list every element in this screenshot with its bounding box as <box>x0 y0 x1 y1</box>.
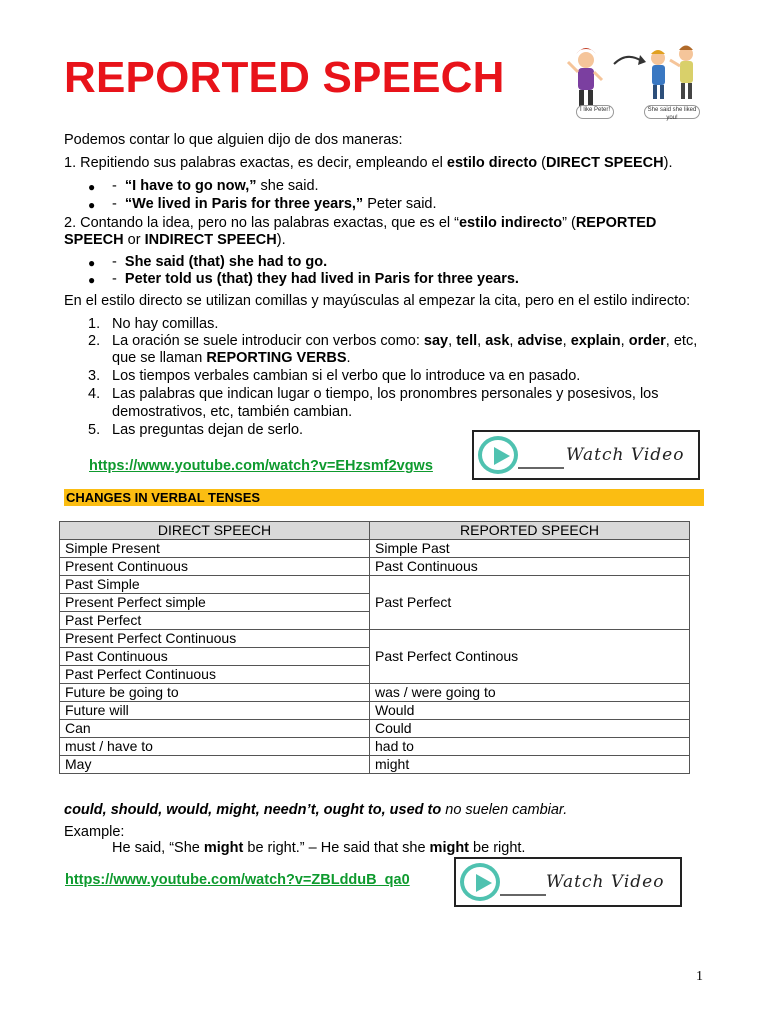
speech-bubble-right: She said she liked you! <box>644 105 700 119</box>
table-row: Simple Present Simple Past <box>60 540 690 558</box>
list-number: 2. <box>88 333 101 349</box>
table-row: Past Simple Past Perfect <box>60 576 690 594</box>
table-row: May might <box>60 756 690 774</box>
difference-4-line2: demostrativos, etc, también cambian. <box>112 404 353 420</box>
watch-video-label: Watch Video <box>566 445 685 465</box>
reported-speech-illustration <box>562 38 702 124</box>
youtube-link-2[interactable]: https://www.youtube.com/watch?v=ZBLdduB_qa0 <box>65 872 410 888</box>
difference-3: Los tiempos verbales cambian si el verbo que lo introduce va en pasado. <box>112 368 581 384</box>
table-row: Present Perfect simple <box>60 594 690 612</box>
table-row: must / have to had to <box>60 738 690 756</box>
table-row: Future will Would <box>60 702 690 720</box>
verb-tense-table <box>59 521 690 774</box>
table-row: Past Continuous <box>60 648 690 666</box>
table-row: Present Perfect Continuous Past Perfect Continous <box>60 630 690 648</box>
section-heading: CHANGES IN VERBAL TENSES <box>64 489 704 506</box>
list-number: 5. <box>88 422 101 438</box>
direct-example-2: - “We lived in Paris for three years,” Peter said. <box>112 196 437 212</box>
way-two-text-line2: SPEECH or INDIRECT SPEECH). <box>64 232 286 248</box>
youtube-link-1[interactable]: https://www.youtube.com/watch?v=EHzsmf2vgws <box>89 458 433 474</box>
table-row: Future be going to was / were going to <box>60 684 690 702</box>
table-header-reported: REPORTED SPEECH <box>370 522 690 540</box>
example-label: Example: <box>64 824 125 840</box>
difference-5: Las preguntas dejan de serlo. <box>112 422 304 438</box>
list-number: 3. <box>88 368 101 384</box>
difference-4: Las palabras que indican lugar o tiempo, los pronombres personales y posesivos, los <box>112 386 659 402</box>
table-row: Can Could <box>60 720 690 738</box>
difference-2-line2: que se llaman REPORTING VERBS. <box>112 350 351 366</box>
way-two-text: 2. Contando la idea, pero no las palabras exactas, que es el “estilo indirecto” (REPORTED <box>64 215 657 231</box>
direct-example-1: - “I have to go now,” she said. <box>112 178 319 194</box>
list-number: 4. <box>88 386 101 402</box>
play-icon <box>478 436 518 474</box>
table-row: Present Continuous Past Continuous <box>60 558 690 576</box>
example-sentence: He said, “She might be right.” – He said that she might be right. <box>112 840 526 856</box>
difference-2: La oración se suele introducir con verbos como: say, tell, ask, advise, explain, order, etc, <box>112 333 698 349</box>
reported-example-1: - She said (that) she had to go. <box>112 254 328 270</box>
table-row: Past Perfect Continuous <box>60 666 690 684</box>
way-one-text: 1. Repitiendo sus palabras exactas, es decir, empleando el estilo directo (DIRECT SPEECH). <box>64 155 673 171</box>
table-row: Past Perfect <box>60 612 690 630</box>
bullet-icon: ● <box>88 198 96 212</box>
table-header-direct: DIRECT SPEECH <box>60 522 370 540</box>
bullet-icon: ● <box>88 273 96 287</box>
reported-example-2: - Peter told us (that) they had lived in Paris for three years. <box>112 271 519 287</box>
difference-1: No hay comillas. <box>112 316 219 332</box>
watch-video-button-1[interactable] <box>472 430 700 480</box>
watch-video-button-2[interactable] <box>454 857 682 907</box>
page-title: REPORTED SPEECH <box>64 53 505 102</box>
page-number: 1 <box>696 969 703 984</box>
list-number: 1. <box>88 316 101 332</box>
bullet-icon: ● <box>88 256 96 270</box>
speech-bubble-left: I like Peter! <box>576 105 614 119</box>
play-icon <box>460 863 500 901</box>
differences-intro: En el estilo directo se utilizan comillas y mayúsculas al empezar la cita, pero en el estilo indirecto: <box>64 293 691 309</box>
modals-note: could, should, would, might, needn’t, ought to, used to no suelen cambiar. <box>64 802 568 818</box>
intro-text: Podemos contar lo que alguien dijo de dos maneras: <box>64 132 403 148</box>
bullet-icon: ● <box>88 180 96 194</box>
watch-video-label: Watch Video <box>546 872 665 892</box>
